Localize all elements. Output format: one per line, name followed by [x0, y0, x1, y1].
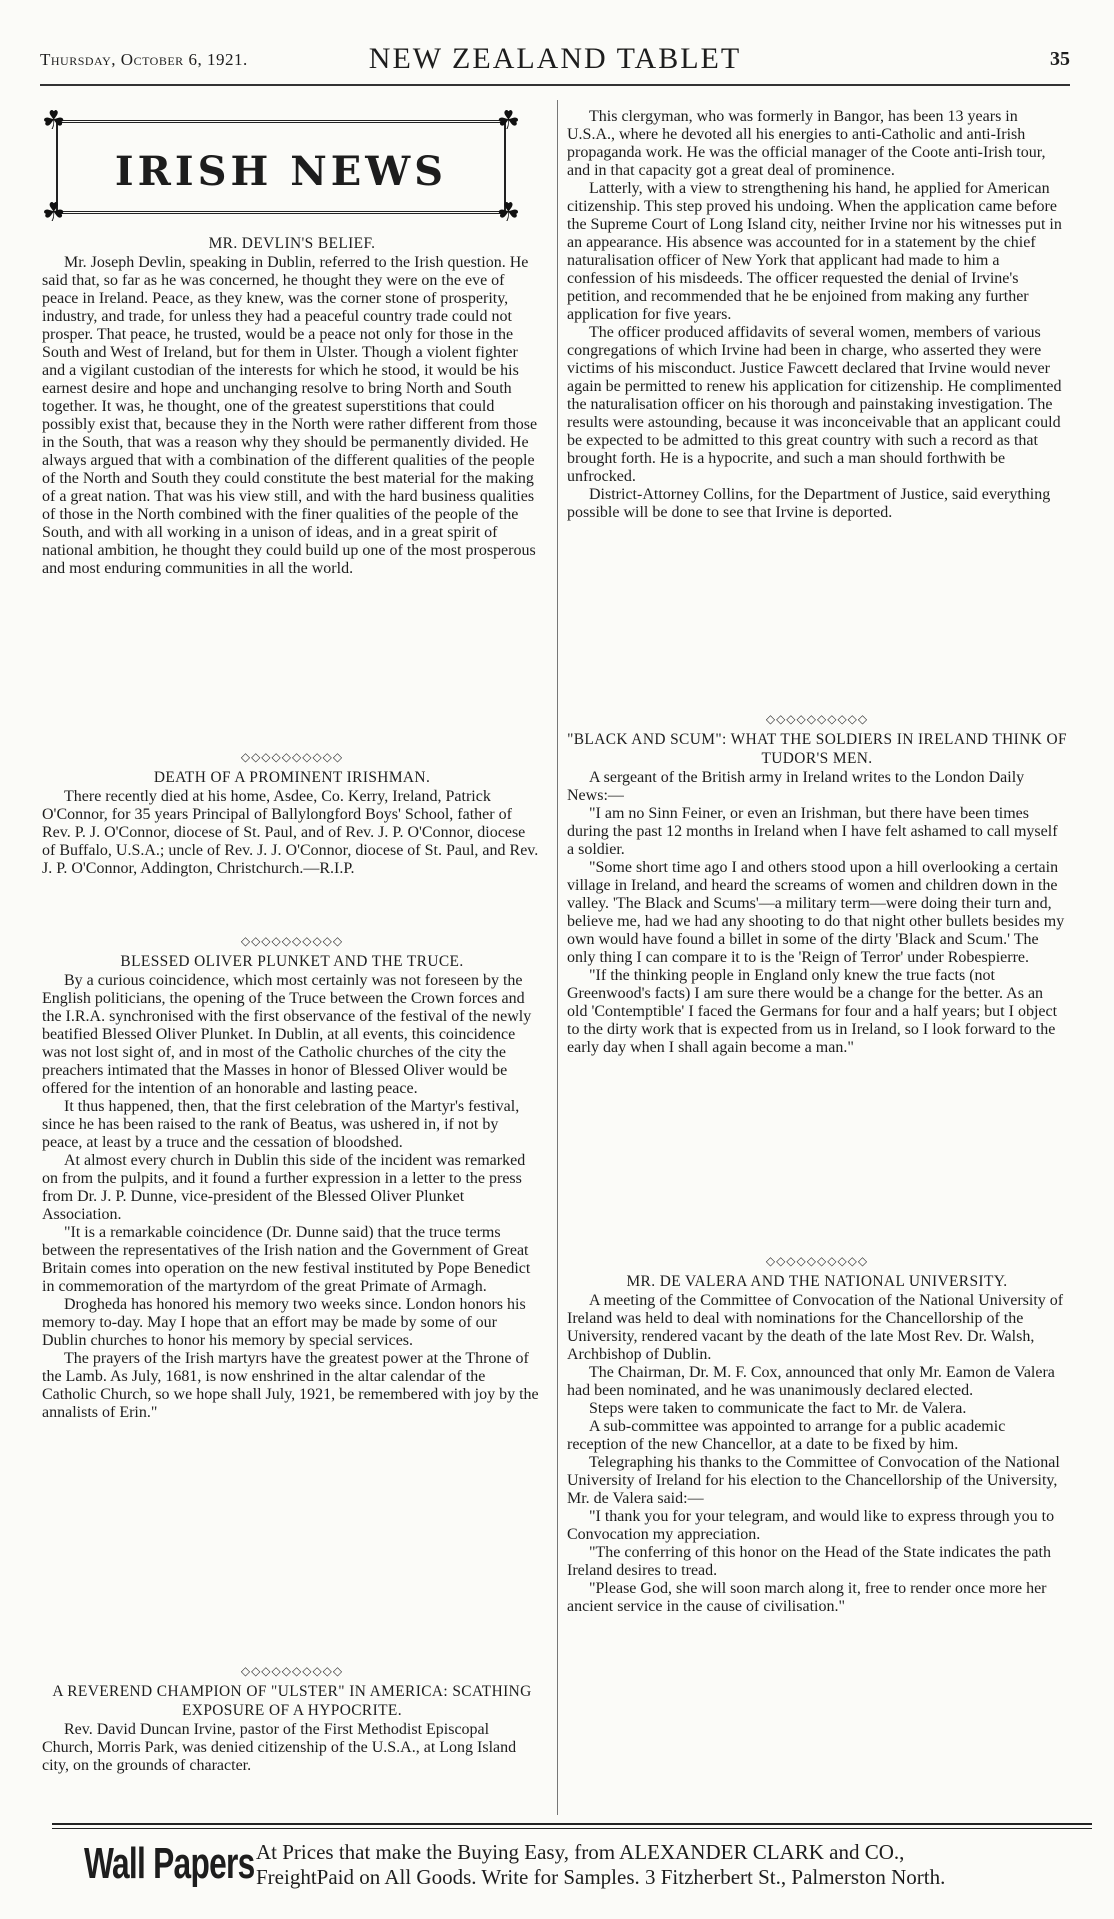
article-black-and-scum — [567, 708, 1067, 1057]
running-head — [40, 42, 1070, 78]
ornament-divider: ◇◇◇◇◇◇◇◇◇◇ — [765, 712, 869, 726]
advertisement-rule — [52, 1828, 1092, 1829]
article-paragraph: This clergyman, who was formerly in Bangor, has been 13 years in U.S.A., where he devoted all his energies to anti-Catholic and anti-Irish propaganda work. He was the official manager of the Coote anti-Irish tour, and in that capacity got a great deal of prominence. — [567, 108, 1046, 179]
article-paragraph: Rev. David Duncan Irvine, pastor of the First Methodist Episcopal Church, Morris Park, was denied citizenship of the U.S.A., at Long Island city, on the grounds of character. — [42, 1721, 517, 1774]
article-paragraph: The Chairman, Dr. M. F. Cox, announced that only Mr. Eamon de Valera had been nominated, and he was unanimously declared elected. — [567, 1364, 1055, 1399]
advertisement-line: At Prices that make the Buying Easy, from ALEXANDER CLARK and CO., — [256, 1840, 905, 1864]
header-rule — [40, 84, 1070, 86]
article-paragraph: A sub-committee was appointed to arrange for a public academic reception of the new Chancellor, at a date to be fixed by him. — [567, 1418, 1006, 1453]
advertisement-brand: Wall Papers — [84, 1839, 255, 1888]
advertisement-line: FreightPaid on All Goods. Write for Samples. 3 Fitzherbert St., Palmerston North. — [256, 1865, 946, 1889]
shamrock-icon: ☘ — [42, 106, 66, 135]
article-paragraph: Drogheda has honored his memory two weeks since. London honors his memory to-day. May I hope that an effort may be made by some of our Dublin churches to honor his memory by special services. — [42, 1296, 526, 1349]
article-paragraph: "I thank you for your telegram, and would like to express through you to Convocation my appreciation. — [567, 1508, 1055, 1543]
article-paragraph: A sergeant of the British army in Ireland writes to the London Daily News:— — [567, 769, 1025, 804]
article-paragraph: "Please God, she will soon march along it, free to render once more her ancient service in the cause of civilisation." — [567, 1580, 1047, 1615]
article-paragraph: District-Attorney Collins, for the Department of Justice, said everything possible will be done to see that Irvine is deported. — [567, 486, 1051, 521]
article-paragraph: At almost every church in Dublin this side of the incident was remarked on from the pulpits, and it found a further expression in a letter to the press from Dr. J. P. Dunne, vice-president of the Blessed Oliver Plunket Association. — [42, 1152, 526, 1223]
article-paragraph: The officer produced affidavits of several women, members of various congregations of which Irvine had been in charge, who asserted they were victims of his misconduct. Justice Fawcett declared that Irvine would never again be permitted to renew his application for citizenship. He complimented the naturalisation officer on his thorough and painstaking investigation. The results were astounding, because it was inconceivable that an applicant could be expected to be admitted to this great country with such a record as that brought forth. He is a hypocrite, and such a man should forthwith be unfrocked. — [567, 324, 1062, 485]
article-irvine-continued — [567, 108, 1067, 522]
article-paragraph: "If the thinking people in England only knew the true facts (not Greenwood's facts) I am sure there would be a change for the better. As an old 'Contemptible' I faced the Germans for four and a half years; but I object to the dirty work that is expected from us in Ireland, so I look forward to the early day when I shall again become a man." — [567, 967, 1058, 1056]
article-paragraph: There recently died at his home, Asdee, Co. Kerry, Ireland, Patrick O'Connor, for 35 years Principal of Ballylongford Boys' School, father of Rev. P. J. O'Connor, diocese of St. Paul, and of Rev. J. P. O'Connor, diocese of Buffalo, U.S.A.; uncle of Rev. J. J. O'Connor, diocese of St. Paul, and Rev. J. P. O'Connor, Addington, Christchurch.—R.I.P. — [42, 788, 539, 877]
page-number: 35 — [1050, 48, 1070, 70]
article-heading: MR. DEVLIN'S BELIEF. — [208, 235, 376, 252]
article-oliver-plunket — [42, 930, 542, 1422]
ornament-divider: ◇◇◇◇◇◇◇◇◇◇ — [240, 750, 344, 764]
article-heading: BLESSED OLIVER PLUNKET AND THE TRUCE. — [120, 953, 464, 970]
article-heading: DEATH OF A PROMINENT IRISHMAN. — [153, 769, 431, 786]
advertisement-rule — [52, 1823, 1092, 1825]
advertisement-text — [256, 1840, 1086, 1890]
ornament-divider: ◇◇◇◇◇◇◇◇◇◇ — [765, 1254, 869, 1268]
article-prominent-irishman — [42, 746, 542, 878]
shamrock-icon: ☘ — [496, 198, 520, 227]
shamrock-icon: ☘ — [496, 106, 520, 135]
article-paragraph: "The conferring of this honor on the Head of the State indicates the path Ireland desires to tread. — [567, 1544, 1051, 1579]
shamrock-icon: ☘ — [42, 198, 66, 227]
article-paragraph: It thus happened, then, that the first celebration of the Martyr's festival, since he has been raised to the rank of Beatus, was ushered in, if not by peace, at least by a truce and the cessation of bloodshed. — [42, 1098, 520, 1151]
article-de-valera — [567, 1250, 1067, 1616]
article-paragraph: A meeting of the Committee of Convocation of the National University of Ireland was held to deal with nominations for the Chancellorship of the University, rendered vacant by the death of the late Most Rev. Dr. Walsh, Archbishop of Dublin. — [567, 1292, 1064, 1363]
article-paragraph: Mr. Joseph Devlin, speaking in Dublin, referred to the Irish question. He said that, so far as he was concerned, he thought they were on the eve of peace in Ireland. Peace, as they knew, was the corner stone of prosperity, industry, and trade, for unless they had a peaceful country trade could not prosper. That peace, he trusted, would be a peace not only for those in the South and West of Ireland, but for them in Ulster. Though a violent fighter and a vigilant custodian of the interests for which he stood, it would be his earnest desire and hope and unchanging resolve to bring North and South together. It was, he thought, one of the greatest superstitions that could possibly exist that, because they in the North were rather different from those in the South, that was a reason why they should be permanently divided. He always argued that with a combination of the different qualities of the people of the North and South they could constitute the best material for the making of a great nation. That was his view still, and with the hard business qualities of those in the North combined with the finer qualities of the people of the South, and with all working in a unison of ideas, and in a great spirit of national ambition, he thought they could build up one of the most prosperous and most enduring communities in all the world. — [42, 254, 538, 577]
article-paragraph: "I am no Sinn Feiner, or even an Irishman, but there have been times during the past 12 months in Ireland when I have felt ashamed to call myself a soldier. — [567, 805, 1058, 858]
section-title: IRISH NEWS — [114, 148, 448, 195]
article-paragraph: The prayers of the Irish martyrs have the greatest power at the Throne of the Lamb. As July, 1681, is now enshrined in the altar calendar of the Catholic Church, so we hope shall July, 1921, be remembered with joy by the annalists of Erin." — [42, 1350, 539, 1421]
article-paragraph: "Some short time ago I and others stood upon a hill overlooking a certain village in Ireland, and heard the screams of women and children down in the valley. 'The Black and Scums'—a military term—were doing their turn and, believe me, had we had any shooting to do that night other bullets besides my own would have found a billet in some of the dirty 'Black and Scum.' The only thing I can compare it to is the 'Reign of Terror' under Robespierre. — [567, 859, 1065, 966]
issue-date: Thursday, October 6, 1921. — [40, 50, 248, 69]
ornament-divider: ◇◇◇◇◇◇◇◇◇◇ — [240, 934, 344, 948]
article-heading: A REVEREND CHAMPION OF "ULSTER" IN AMERICA: SCATHING EXPOSURE OF A HYPOCRITE. — [52, 1683, 532, 1719]
irish-news-banner — [42, 108, 520, 226]
article-paragraph: Latterly, with a view to strengthening his hand, he applied for American citizenship. This step proved his undoing. When the application came before the Supreme Court of Long Island city, neither Irvine nor his witnesses put in an appearance. His absence was accounted for in a statement by the chief naturalisation officer of New York that applicant had made to him a confession of his misdeeds. The officer requested the denial of Irvine's petition, and recommended that he be enjoined from making any further application for five years. — [567, 180, 1062, 323]
article-paragraph: Steps were taken to communicate the fact to Mr. de Valera. — [589, 1400, 967, 1417]
column-divider — [557, 100, 558, 1815]
article-heading: "BLACK AND SCUM": WHAT THE SOLDIERS IN IRELAND THINK OF TUDOR'S MEN. — [567, 731, 1067, 767]
masthead-title: NEW ZEALAND TABLET — [368, 42, 742, 75]
article-devlin — [42, 232, 542, 578]
article-paragraph: By a curious coincidence, which most certainly was not foreseen by the English politicians, the opening of the Truce between the Crown forces and the I.R.A. synchronised with the first observance of the festival of the newly beatified Blessed Oliver Plunket. In Dublin, at all events, this coincidence was not lost sight of, and in most of the Catholic churches of the city the preachers intimated that the Masses in honor of Blessed Oliver would be offered for the intention of an honorable and lasting peace. — [42, 972, 532, 1097]
article-reverend-champion — [42, 1660, 542, 1775]
article-heading: MR. DE VALERA AND THE NATIONAL UNIVERSITY. — [626, 1273, 1008, 1290]
article-paragraph: Telegraphing his thanks to the Committee of Convocation of the National University of Ireland for his election to the Chancellorship of the University, Mr. de Valera said:— — [567, 1454, 1060, 1507]
ornament-divider: ◇◇◇◇◇◇◇◇◇◇ — [240, 1664, 344, 1678]
article-paragraph: "It is a remarkable coincidence (Dr. Dunne said) that the truce terms between the representatives of the Irish nation and the Government of Great Britain comes into operation on the new festival instituted by Pope Benedict in commemoration of the martyrdom of the great Primate of Armagh. — [42, 1224, 531, 1295]
